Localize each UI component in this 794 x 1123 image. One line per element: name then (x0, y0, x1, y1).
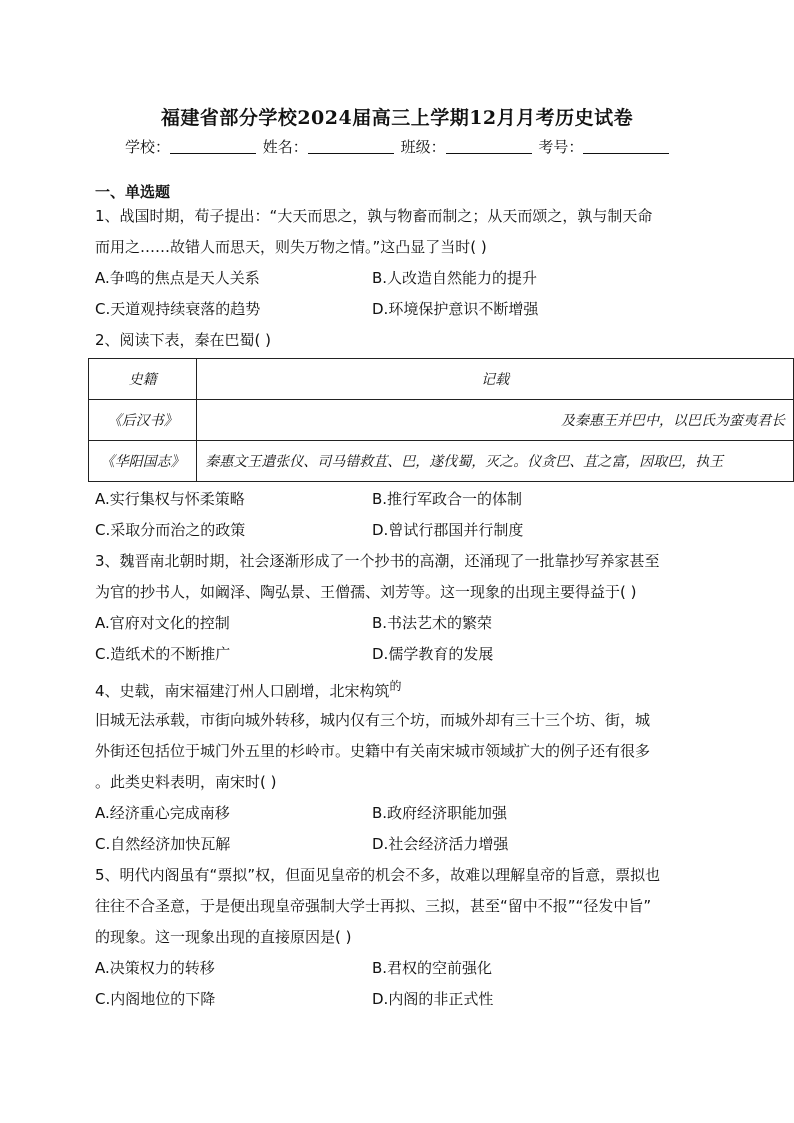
question-text: 外街还包括位于城门外五里的杉岭市。史籍中有关南宋城市领域扩大的例子还有很多 (95, 742, 651, 760)
option-c[interactable]: C.自然经济加快瓦解 (95, 835, 231, 853)
class-label: 班级： (400, 138, 446, 156)
question-text: 往往不合圣意，于是便出现皇帝强制大学士再拟、三拟，甚至“留中不报”“径发中旨” (95, 897, 652, 915)
exam-number-label: 考号： (538, 138, 584, 156)
school-label: 学校： (125, 138, 171, 156)
option-c[interactable]: C.造纸术的不断推广 (95, 645, 231, 663)
question-text: 2、阅读下表，秦在巴蜀( ) (95, 331, 272, 349)
option-c[interactable]: C.天道观持续衰落的趋势 (95, 300, 261, 318)
question-text: 5、明代内阁虽有“票拟”权，但面见皇帝的机会不多，故难以理解皇帝的旨意，票拟也 (95, 866, 661, 884)
table-row (89, 400, 794, 441)
table-row (89, 441, 794, 482)
exam-number-blank[interactable] (583, 139, 669, 154)
option-a[interactable]: A.争鸣的焦点是天人关系 (95, 269, 260, 287)
option-a[interactable]: A.经济重心完成南移 (95, 804, 230, 822)
table-cell: 《华阳国志》 (89, 441, 197, 482)
section-heading: 一、单选题 (95, 183, 171, 201)
option-b[interactable]: B.人改造自然能力的提升 (372, 269, 538, 287)
option-b[interactable]: B.推行军政合一的体制 (372, 490, 523, 508)
option-d[interactable]: D.社会经济活力增强 (372, 835, 509, 853)
option-a[interactable]: A.官府对文化的控制 (95, 614, 230, 632)
question-text: 。此类史料表明，南宋时( ) (95, 773, 277, 791)
question-text: 为官的抄书人，如阚泽、陶弘景、王僧孺、刘芳等。这一现象的出现主要得益于( ) (95, 583, 637, 601)
question-text (95, 677, 402, 701)
question-text: 3、魏晋南北朝时期，社会逐渐形成了一个抄书的高潮，还涌现了一批靠抄写养家甚至 (95, 552, 660, 570)
table-cell: 秦惠文王遣张仪、司马错救苴、巴，遂伐蜀，灭之。仪贪巴、苴之富，因取巴，执王 (197, 441, 794, 482)
option-c[interactable]: C.内阁地位的下降 (95, 990, 216, 1008)
exam-title: 福建省部分学校2024届高三上学期12月月考历史试卷 (160, 107, 634, 129)
question-text: 而用之……故错人而思天，则失万物之情。”这凸显了当时( ) (95, 238, 487, 256)
student-info-line (125, 136, 671, 157)
question-text-segment: 4、史载，南宋福建汀州人口剧增，北宋构筑 (95, 682, 390, 700)
history-table-wrapper (86, 356, 794, 488)
option-d[interactable]: D.内阁的非正式性 (372, 990, 494, 1008)
class-blank[interactable] (446, 139, 532, 154)
option-b[interactable]: B.君权的空前强化 (372, 959, 493, 977)
option-c[interactable]: C.采取分而治之的政策 (95, 521, 246, 539)
name-blank[interactable] (308, 139, 394, 154)
table-header-row (89, 359, 794, 400)
option-d[interactable]: D.环境保护意识不断增强 (372, 300, 539, 318)
history-table (88, 358, 794, 482)
option-d[interactable]: D.曾试行郡国并行制度 (372, 521, 524, 539)
option-b[interactable]: B.书法艺术的繁荣 (372, 614, 493, 632)
question-text: 的现象。这一现象出现的直接原因是( ) (95, 928, 352, 946)
option-d[interactable]: D.儒学教育的发展 (372, 645, 494, 663)
school-blank[interactable] (170, 139, 256, 154)
question-text-superscript: 的 (389, 679, 402, 693)
option-a[interactable]: A.实行集权与怀柔策略 (95, 490, 245, 508)
table-header-cell: 记载 (197, 359, 794, 400)
question-text: 旧城无法承载，市街向城外转移，城内仅有三个坊，而城外却有三十三个坊、街，城 (95, 711, 651, 729)
question-text: 1、战国时期，荀子提出：“大天而思之，孰与物畜而制之；从天而颂之，孰与制天命 (95, 207, 653, 225)
table-header-cell: 史籍 (89, 359, 197, 400)
name-label: 姓名： (262, 138, 308, 156)
option-a[interactable]: A.决策权力的转移 (95, 959, 215, 977)
option-b[interactable]: B.政府经济职能加强 (372, 804, 508, 822)
table-cell: 《后汉书》 (89, 400, 197, 441)
table-cell: 及秦惠王并巴中，以巴氏为蛮夷君长 (197, 400, 794, 441)
